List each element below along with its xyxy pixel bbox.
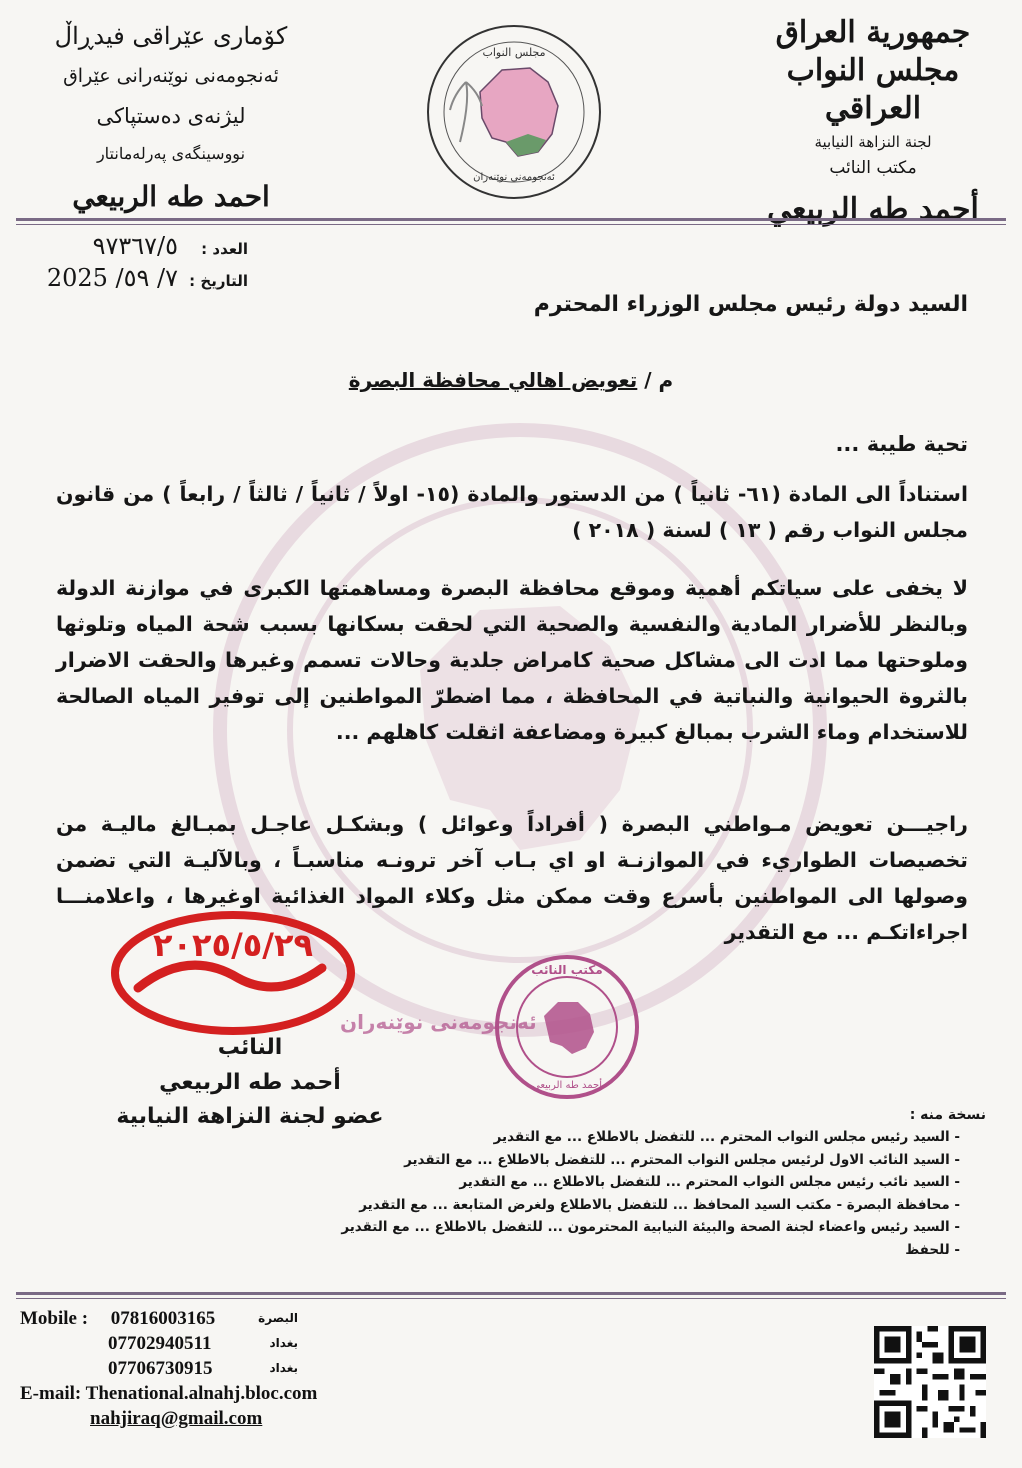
- paragraph-context: لا يخفى على سياتكم أهمية وموقع محافظة البصرة ومساهمتها الكبرى في موازنة الدولة وبالنظر للأضرار المادية والنفسية والصحية التي لحقت بسكانها بسبب شحة المياه وتلوثها وملوحتها مما ادت الى مشاكل صحية كامراض جلدية وحالات تسمم وغيرها والحقت الاضرار بالثروة الحيوانية والنباتية في المحافظة ، مما اضطرّ المواطنين إلى توفير المياه الصالحة للاستخدام وماء الشرب بمبالغ كبيرة ومضاعفة اثقلت كاهلهم ...: [56, 576, 968, 744]
- signature-name: أحمد طه الربيعي: [159, 1070, 341, 1095]
- phone-city: البصرة: [258, 1311, 298, 1325]
- header-parliament: مجلس النواب العراقي: [786, 53, 960, 126]
- ref-date-label: التاريخ :: [189, 272, 248, 290]
- header-kurdish: [36, 16, 306, 222]
- seal-top-text: مكتب النائب: [531, 963, 603, 977]
- header-office: مكتب النائب: [829, 158, 917, 178]
- email-address[interactable]: nahjiraq@gmail.com: [90, 1408, 263, 1429]
- phone-number[interactable]: 07706730915: [108, 1358, 213, 1379]
- copy-item: - السيد رئيس واعضاء لجنة الصحة والبيئة النيابية المحترمون ... للتفضل بالاطلاع ... مع التقدير: [341, 1219, 960, 1236]
- header-mp-name: أحمد طه الربيعي: [767, 192, 979, 227]
- greeting: تحية طيبة ...: [835, 432, 968, 456]
- header-country: جمهورية العراق: [775, 15, 971, 50]
- footer-divider: [16, 1292, 1006, 1295]
- contact-footer: [20, 1306, 317, 1431]
- header-committee: لجنة النزاهة النيابية: [814, 133, 932, 151]
- addressee: السيد دولة رئيس مجلس الوزراء المحترم: [533, 292, 968, 317]
- phone-number[interactable]: 07702940511: [108, 1333, 212, 1354]
- header-kurdish-office: نووسینگەی پەرلەمانتار: [96, 144, 246, 163]
- phone-number[interactable]: 07816003165: [110, 1308, 216, 1329]
- header-arabic: [748, 14, 998, 232]
- mobile-label: Mobile :: [20, 1308, 89, 1329]
- red-date-stamp: [108, 908, 358, 1038]
- subject-line: [0, 368, 1022, 392]
- header-divider-thin: [16, 224, 1006, 225]
- copy-item: - السيد نائب رئيس مجلس النواب المحترم ... للتفضل بالاطلاع ... مع التقدير: [459, 1174, 960, 1191]
- parliament-logo: [420, 22, 608, 202]
- phone-city: بغداد: [269, 1361, 298, 1375]
- seal-extra-text: ئەنجومەنی نوێنەران: [340, 1010, 537, 1034]
- reference-block: [18, 232, 248, 296]
- phone-city: بغداد: [269, 1336, 298, 1350]
- copy-item: - السيد النائب الاول لرئيس مجلس النواب المحترم ... للتفضل بالاطلاع ... مع التقدير: [404, 1151, 960, 1168]
- signature-title: النائب: [217, 1035, 283, 1060]
- qr-code-icon: [874, 1326, 986, 1438]
- logo-bottom-text: ئەنجومەنی نوێنەران: [473, 172, 555, 183]
- logo-top-text: مجلس النواب: [482, 46, 546, 59]
- palm-icon: [450, 82, 482, 142]
- signature-role: عضو لجنة النزاهة النيابية: [116, 1104, 384, 1129]
- header-kurdish-committee: لیژنەی دەستپاکی: [96, 104, 246, 128]
- subject-prefix: م /: [644, 368, 674, 392]
- copies-title: نسخة منه :: [909, 1107, 986, 1123]
- copy-item: - محافظة البصرة - مكتب السيد المحافظ ... للتفضل بالاطلاع ولغرض المتابعة ... مع التقدير: [359, 1196, 960, 1213]
- copy-item: - السيد رئيس مجلس النواب المحترم ... للتفضل بالاطلاع ... مع التقدير: [493, 1129, 960, 1145]
- header-kurdish-mp-name: احمد طه الربيعي: [72, 180, 270, 213]
- footer-divider-thin: [16, 1298, 1006, 1299]
- website[interactable]: Thenational.alnahj.bloc.com: [85, 1383, 318, 1404]
- paragraph-request: راجيـــن تعويض مـواطني البصرة ( أفراداً وعوائل ) وبشكـل عاجـل بمبـالغ ماليـة من تخصيصات الطواريء في الموازنـة او اي بـاب آخر ترونـه مناسبـاً ، وبالآليـة التي تضمن وصولها الى المواطنين بأسرع وقت ممكن مثل وكلاء المواد الغذائية اوغيرها ، واعلامنـــا اجراءاتكـم ... مع التقدير: [56, 812, 968, 944]
- paragraph-legal-basis: استناداً الى المادة (٦١- ثانياً ) من الدستور والمادة (١٥- اولاً / ثانياً / ثالثاً / رابعاً ) من قانون مجلس النواب رقم ( ١٣ ) لسنة ( ٢٠١٨ ): [56, 482, 968, 542]
- header-kurdish-parliament: ئەنجومەنی نوێنەرانی عێراق: [63, 65, 279, 87]
- ref-number-value: ٩٧٣٦٧/٥: [92, 232, 178, 260]
- red-stamp-text: ٢٠٢٥/٥/٢٩: [152, 926, 314, 964]
- ref-date-value: 2025 /٧/ ٥٩: [46, 264, 178, 292]
- email-label: E-mail:: [20, 1383, 82, 1404]
- header-divider: [16, 218, 1006, 221]
- copies-list: [240, 1104, 986, 1262]
- header-kurdish-country: كۆماری عێراقی فیدڕاڵ: [54, 22, 288, 50]
- subject-text: تعويض اهالي محافظة البصرة: [348, 368, 638, 392]
- ref-number-label: العدد :: [201, 240, 248, 258]
- seal-bottom-text: أحمد طه الربيعي: [532, 1080, 602, 1091]
- copy-item: - للحفظ: [905, 1241, 960, 1258]
